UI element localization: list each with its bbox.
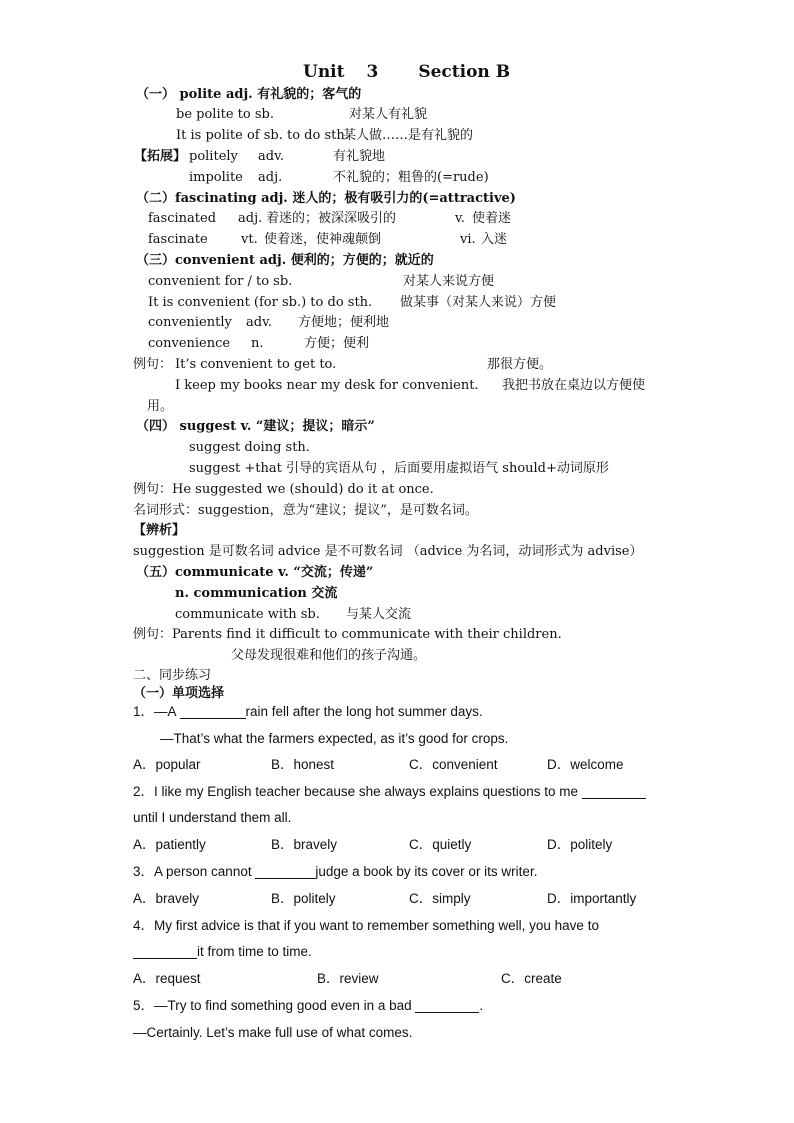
q1-line2: —That’s what the farmers expected, as it’s good for crops.	[160, 731, 509, 746]
q2-option-d[interactable]: D．politely	[547, 837, 613, 852]
s3-line1-en: convenient for / to sb.	[148, 274, 293, 289]
q4-blank[interactable]	[133, 944, 197, 959]
s4-noun-form: 名词形式：suggestion，意为“建议；提议”，是可数名词。	[133, 503, 478, 518]
q5-stem	[133, 997, 483, 1015]
q3-stem-a: 3．A person cannot	[133, 864, 256, 879]
s1-line4-en: impolite	[189, 170, 243, 185]
q1-option-b[interactable]: B．honest	[271, 757, 335, 772]
s2-line2-zh: 使着迷，使神魂颠倒	[264, 232, 382, 247]
practice-title: 二、同步练习	[133, 668, 212, 683]
s3-line1-zh: 对某人来说方便	[403, 274, 495, 289]
q4-line2	[133, 943, 312, 961]
q1-option-d[interactable]: D．welcome	[547, 757, 624, 772]
q4-option-c[interactable]: C．create	[501, 971, 562, 986]
s4-line2: suggest +that 引导的宾语从句 ，后面要用虚拟语气 should+动词原形	[189, 461, 609, 476]
s3-heading: （三）convenient adj. 便利的；方便的；就近的	[136, 253, 434, 268]
s3-line4-zh: 方便；便利	[304, 336, 370, 351]
s2-line1-pos: adj.	[238, 211, 263, 226]
q4-option-b[interactable]: B．review	[317, 971, 379, 986]
s2-line1-zh2: 使着迷	[472, 211, 512, 226]
practice-subtitle: （一）单项选择	[133, 686, 225, 701]
s3-example-label: 例句：	[133, 357, 173, 372]
s2-line2-pos: vt.	[241, 232, 258, 247]
q1-stem-a: 1．—A	[133, 704, 180, 719]
q2-stem-a: 2．I like my English teacher because she always explains questions to me	[133, 784, 582, 799]
q1-blank[interactable]	[180, 704, 246, 719]
s5-example: 例句：Parents find it difficult to communicate with their children.	[133, 627, 562, 642]
q2-option-a[interactable]: A．patiently	[133, 837, 206, 852]
q1-options	[133, 756, 624, 774]
s3-example2-zh-cont: 用。	[147, 399, 174, 414]
s3-line4-pos: n.	[251, 336, 264, 351]
s5-heading: （五）communicate v. “交流；传递”	[136, 565, 374, 580]
s5-line1-zh: 与某人交流	[346, 607, 412, 622]
s4-example: 例句：He suggested we (should) do it at once.	[133, 482, 434, 497]
s4-distinction-tag: 【辨析】	[133, 523, 186, 538]
q1-option-a[interactable]: A．popular	[133, 757, 201, 772]
s3-line3-en: conveniently	[148, 315, 232, 330]
s4-line1: suggest doing sth.	[189, 440, 310, 455]
s2-line1-zh: 着迷的；被深深吸引的	[266, 211, 397, 226]
q5-line2: —Certainly. Let’s make full use of what comes.	[133, 1025, 413, 1040]
s1-line4-zh: 不礼貌的；粗鲁的(=rude)	[333, 170, 489, 185]
s1-line2-en: It is polite of sb. to do sth.	[176, 128, 349, 143]
s2-heading: （二）fascinating adj. 迷人的；极有吸引力的(=attractive)	[136, 191, 516, 206]
q4-stem: 4．My first advice is that if you want to remember something well, you have to	[133, 918, 599, 933]
s5-example-zh: 父母发现很难和他们的孩子沟通。	[231, 648, 427, 663]
q2-option-c[interactable]: C．quietly	[409, 837, 472, 852]
s5-noun: n. communication 交流	[175, 586, 338, 601]
s1-line3-zh: 有礼貌地	[333, 149, 386, 164]
q3-stem-b: judge a book by its cover or its writer.	[315, 864, 538, 879]
q5-stem-b: .	[479, 998, 484, 1013]
s2-line1-en: fascinated	[148, 211, 217, 226]
s2-line2-zh2: 入迷	[481, 232, 508, 247]
q3-option-c[interactable]: C．simply	[409, 891, 471, 906]
s3-example1-zh: 那很方便。	[487, 357, 553, 372]
s1-line3-en: politely	[189, 149, 238, 164]
q3-option-a[interactable]: A．bravely	[133, 891, 200, 906]
q2-options	[133, 836, 612, 854]
q3-option-d[interactable]: D．importantly	[547, 891, 637, 906]
s3-example1-en: It’s convenient to get to.	[175, 357, 337, 372]
s1-line2-zh: 某人做……是有礼貌的	[343, 128, 474, 143]
title-unit-number: 3	[366, 62, 379, 82]
title-section: Section B	[418, 62, 511, 82]
page-title	[303, 63, 510, 81]
s3-line4-en: convenience	[148, 336, 231, 351]
s3-line3-zh: 方便地；便利地	[298, 315, 390, 330]
s4-distinction: suggestion 是可数名词 advice 是不可数名词 （advice 为名词，动词形式为 advise）	[133, 544, 643, 559]
q5-stem-a: 5．—Try to find something good even in a bad	[133, 998, 416, 1013]
s4-heading: （四） suggest v. “建议；提议；暗示”	[136, 419, 375, 434]
q2-blank[interactable]	[582, 784, 646, 799]
q1-option-c[interactable]: C．convenient	[409, 757, 498, 772]
q1-stem	[133, 703, 483, 721]
q2-line2: until I understand them all.	[133, 810, 292, 825]
s3-line2-zh: 做某事（对某人来说）方便	[400, 295, 557, 310]
s1-heading: （一） polite adj. 有礼貌的；客气的	[136, 87, 362, 102]
s1-line1-en: be polite to sb.	[176, 107, 274, 122]
s1-line3-pos: adv.	[258, 149, 285, 164]
s3-line2-en: It is convenient (for sb.) to do sth.	[148, 295, 373, 310]
s2-line2-en: fascinate	[148, 232, 208, 247]
s1-extension-tag: 【拓展】	[134, 149, 187, 164]
s2-line2-pos2: vi.	[460, 232, 476, 247]
s2-line1-pos2: v.	[455, 211, 465, 226]
q5-blank[interactable]	[415, 998, 479, 1013]
q3-stem	[133, 863, 537, 881]
q3-options	[133, 890, 636, 908]
q4-options	[133, 970, 562, 988]
q2-option-b[interactable]: B．bravely	[271, 837, 338, 852]
q2-stem	[133, 783, 646, 801]
q4-option-a[interactable]: A．request	[133, 971, 201, 986]
s1-line1-zh: 对某人有礼貌	[349, 107, 428, 122]
s3-line3-pos: adv.	[246, 315, 273, 330]
q3-blank[interactable]	[255, 864, 315, 879]
q4-stem-b: it from time to time.	[197, 944, 312, 959]
s5-line1-en: communicate with sb.	[175, 607, 320, 622]
s3-example2-zh: 我把书放在桌边以方便使	[502, 378, 646, 393]
s3-example2-en: I keep my books near my desk for convenient.	[175, 378, 479, 393]
s1-line4-pos: adj.	[258, 170, 283, 185]
title-unit: Unit	[303, 62, 345, 82]
q1-stem-b: rain fell after the long hot summer days.	[245, 704, 483, 719]
q3-option-b[interactable]: B．politely	[271, 891, 336, 906]
